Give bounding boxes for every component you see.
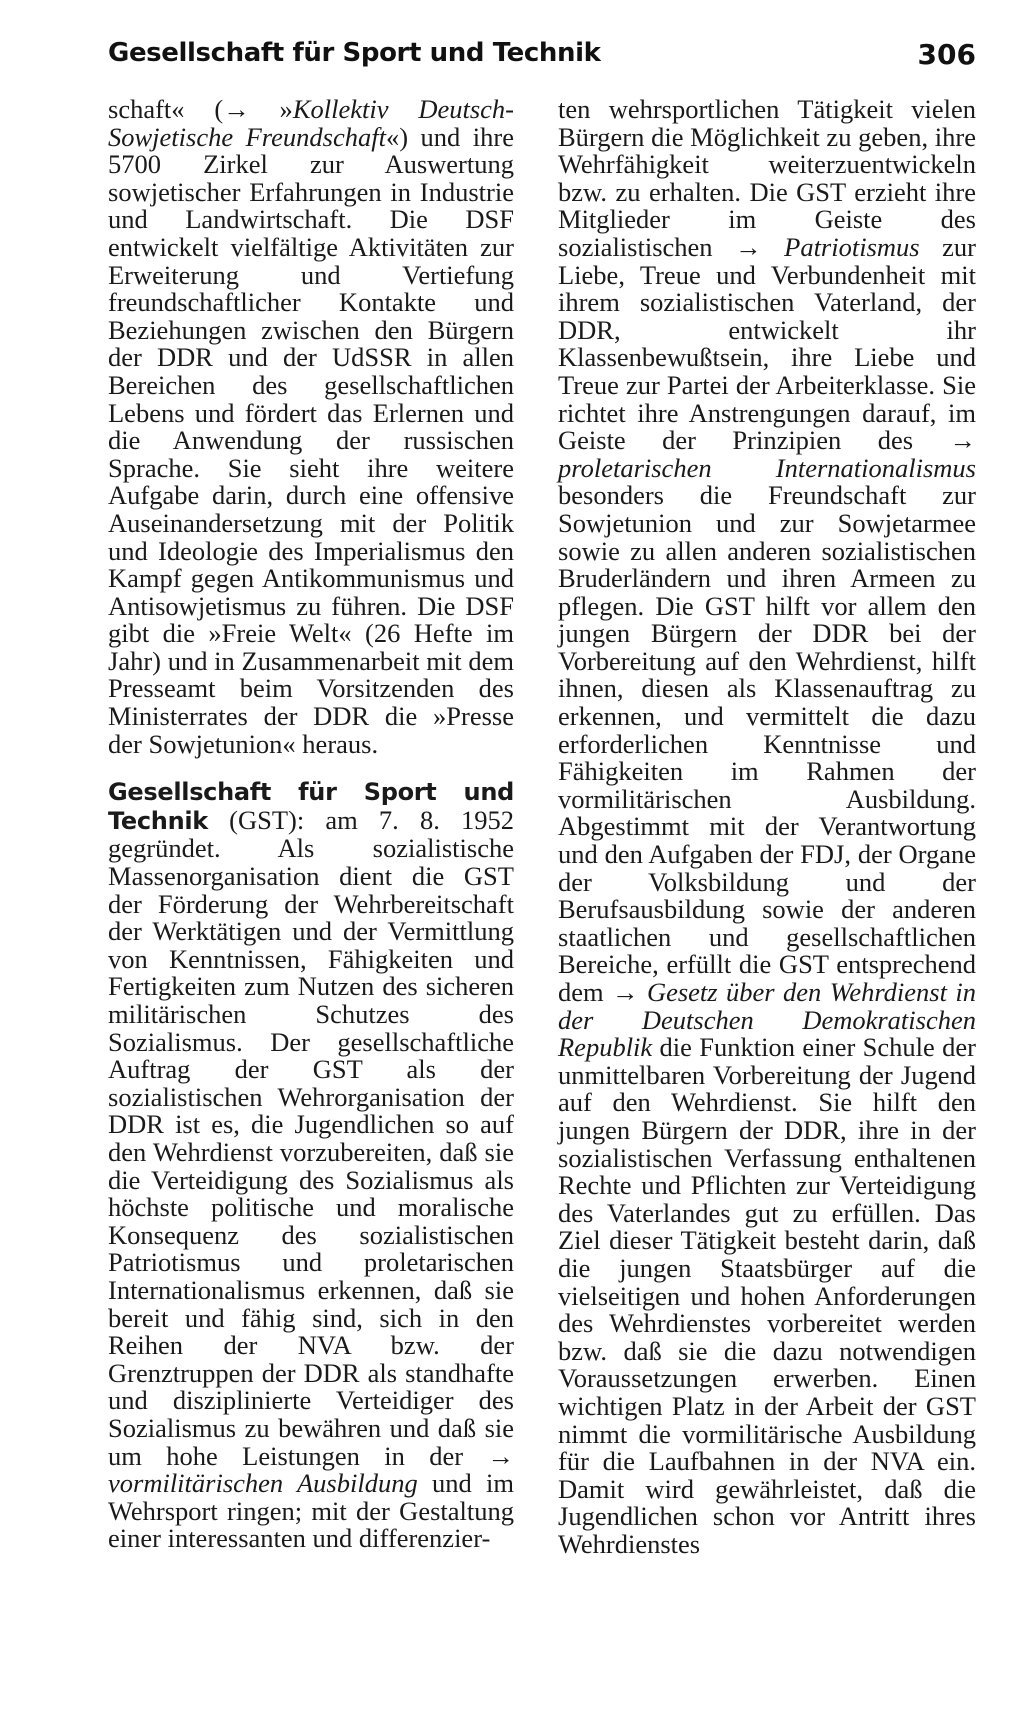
entry-text: »: [249, 94, 293, 124]
entry-text: (GST): am 7. 8. 1952 gegründet. Als sozialistische Massenorganisation dient die GST der Förderung der Wehrbereitschaft der Werktätigen und der Vermittlung von Kenntnissen, Fähigkeiten und Fertigkeiten zum Nutzen des sicheren militärischen Schutzes des Sozialismus. Der gesellschaftliche Auftrag der GST als der sozialistischen Wehrorganisation der DDR ist es, die Jugendlichen so auf den Wehrdienst vorzubereiten, daß sie die Verteidigung des Sozialismus als höchste politische und moralische Konsequenz des sozialistischen Patriotismus und proletarischen Internationalismus erkennen, daß sie bereit und fähig sind, sich in den Reihen der NVA bzw. der Grenztruppen der DDR als standhafte und disziplinierte Verteidiger des Sozialismus zu bewähren und daß sie um hohe Leistungen in der: [108, 804, 514, 1471]
cross-reference-term: Kollektiv Deutsch-Sowjetische Freundschaft: [108, 94, 514, 152]
entry-gst: [108, 778, 514, 1553]
page-number: 306: [917, 38, 976, 71]
left-column: [108, 96, 514, 1553]
cross-reference-term: Patriotismus: [761, 231, 920, 262]
cross-reference-term: vormilitärischen Ausbildung: [108, 1468, 418, 1499]
entry-gst-continuation: [558, 96, 976, 1558]
running-head-title: Gesellschaft für Sport und Technik: [108, 38, 601, 68]
entry-lemma: Gesellschaft für Sport und Technik: [108, 778, 514, 835]
entry-text: zur Liebe, Treue und Verbundenheit mit ihrem sozialistischen Vaterland, der DDR, entwickelt ihr Klassenbewußtsein, ihre Liebe und Treue zur Partei der Arbeiterklasse. Sie richtet ihre Anstrengungen darauf, im Geiste der Prinzipien des: [558, 231, 976, 456]
entry-continuation-dsf: [108, 96, 514, 758]
cross-reference-arrow-icon: →: [949, 425, 976, 456]
cross-reference-arrow-icon: →: [223, 94, 250, 124]
entry-text: die Funktion einer Schule der unmittelbaren Vorbereitung der Jugend auf den Wehrdienst. Sie hilft den jungen Bürgern der DDR, ihre in der sozialistischen Verfassung enthaltenen Rechte und Pflichten zur Verteidigung des Vaterlandes gut zu erfüllen. Das Ziel dieser Tätigkeit besteht darin, daß die jungen Staatsbürger auf die vielseitigen und hohen Anforderungen des Wehrdienstes vorbereitet werden bzw. daß sie die dazu notwendigen Voraussetzungen erwerben. Einen wichtigen Platz in der Arbeit der GST nimmt die vormilitärische Ausbildung für die Laufbahnen in der NVA ein. Damit wird gewährleistet, daß die Jugendlichen schon vor Antritt ihres Wehrdienstes: [558, 1032, 976, 1559]
right-column: [558, 96, 976, 1558]
running-head: [108, 36, 976, 76]
cross-reference-term: proletarischen Internationalismus: [558, 452, 976, 483]
entry-text: schaft« (: [108, 94, 224, 124]
cross-reference-arrow-icon: →: [735, 231, 762, 262]
cross-reference-arrow-icon: →: [612, 977, 639, 1007]
entry-text: und im Wehrsport ringen; mit der Gestaltung einer interessanten und differenzier-: [108, 1468, 514, 1554]
entry-text: ten wehrsportlichen Tätigkeit vielen Bürgern die Möglichkeit zu geben, ihre Wehrfähigkeit weiterzuentwickeln bzw. zu erhalten. Die GST erzieht ihre Mitglieder im Geiste des sozialistischen: [558, 94, 976, 262]
cross-reference-arrow-icon: →: [487, 1440, 514, 1471]
entry-text: «) und ihre 5700 Zirkel zur Auswertung sowjetischer Erfahrungen in Industrie und Landwirtschaft. Die DSF entwickelt vielfältige Aktivitäten zur Erweiterung und Vertiefung freundschaftlicher Kontakte und Beziehungen zwischen den Bürgern der DDR und der UdSSR in allen Bereichen des gesellschaftlichen Lebens und fördert das Erlernen und die Anwendung der russischen Sprache. Sie sieht ihre weitere Aufgabe darin, durch eine offensive Auseinandersetzung mit der Politik und Ideologie des Imperialismus den Kampf gegen Antikommunismus und Antisowjetismus zu führen. Die DSF gibt die »Freie Welt« (26 Hefte im Jahr) und in Zusammenarbeit mit dem Presseamt beim Vorsitzenden des Ministerrates der DDR die »Presse der Sowjetunion« heraus.: [108, 121, 514, 759]
cross-reference-term: Gesetz über den Wehrdienst in der Deutschen Demokratischen Republik: [558, 977, 976, 1063]
entry-text: besonders die Freundschaft zur Sowjetunion und zur Sowjetarmee sowie zu allen anderen sozialistischen Bruderländern und ihren Armeen zu pflegen. Die GST hilft vor allem den jungen Bürgern der DDR bei der Vorbereitung auf den Wehrdienst, hilft ihnen, diesen als Klassenauftrag zu erkennen, und vermittelt die dazu erforderlichen Kenntnisse und Fähigkeiten im Rahmen der vormilitärischen Ausbildung. Abgestimmt mit der Verantwortung und den Aufgaben der FDJ, der Organe der Volksbildung und der Berufsausbildung sowie der anderen staatlichen und gesellschaftlichen Bereiche, erfüllt die GST entsprechend dem: [558, 480, 976, 1007]
